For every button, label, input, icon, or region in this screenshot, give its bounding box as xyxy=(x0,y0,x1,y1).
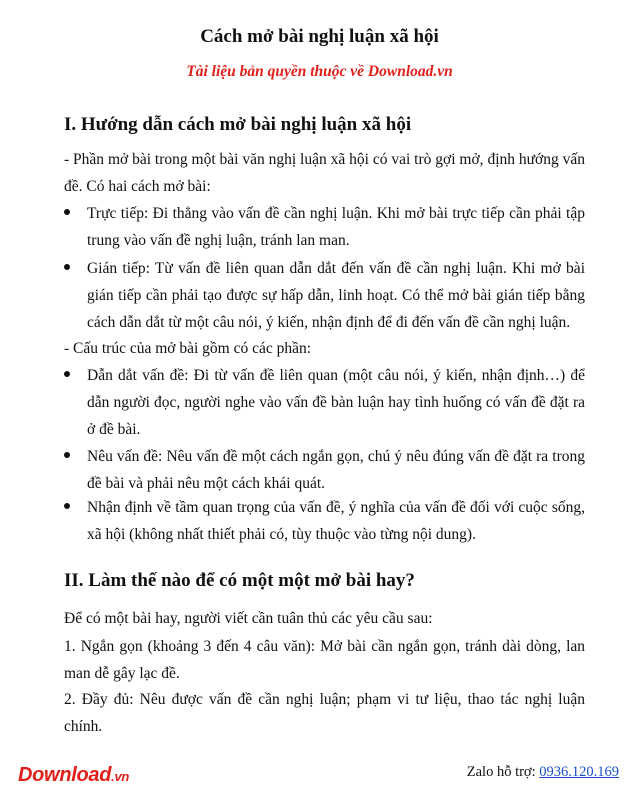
requirement-concise: 1. Ngắn gọn (khoảng 3 đến 4 câu văn): Mở bài cần ngắn gọn, tránh dài dòng, lan man dễ gây lạc đề. xyxy=(64,638,585,682)
structure-lead-in: Dẫn dắt vấn đề: Đi từ vấn đề liên quan (một câu nói, ý kiến, nhận định…) để dẫn người đọc, người nghe vào vấn đề bàn luận hay tình huống có vấn đề đặt ra ở đề bài. xyxy=(87,367,585,438)
requirement-complete: 2. Đầy đủ: Nêu được vấn đề cần nghị luận; phạm vi tư liệu, thao tác nghị luận chính. xyxy=(64,691,585,735)
zalo-phone-link[interactable]: 0936.120.169 xyxy=(539,764,619,780)
bullet-icon xyxy=(64,264,70,270)
bullet-icon xyxy=(64,452,70,458)
bullet-icon xyxy=(64,371,70,377)
bullet-icon xyxy=(64,503,70,509)
zalo-support xyxy=(467,764,619,781)
section-2-heading: II. Làm thế nào để có một một mở bài hay? xyxy=(64,570,415,591)
document-title: Cách mở bài nghị luận xã hội xyxy=(200,26,439,47)
logo-tld: .vn xyxy=(111,769,130,784)
download-logo[interactable] xyxy=(18,764,129,787)
zalo-label: Zalo hỗ trợ: xyxy=(466,764,540,780)
method-direct: Trực tiếp: Đi thẳng vào vấn đề cần nghị luận. Khi mở bài trực tiếp cần phải tập trung vào vấn đề nghị luận, tránh lan man. xyxy=(87,205,585,249)
section-2-intro: Để có một bài hay, người viết cần tuân thủ các yêu cầu sau: xyxy=(64,610,433,627)
structure-significance: Nhận định về tầm quan trọng của vấn đề, ý nghĩa của vấn đề đối với cuộc sống, xã hội (không nhất thiết phải có, tùy thuộc vào từng nội dung). xyxy=(87,499,585,543)
section-1-heading: I. Hướng dẫn cách mở bài nghị luận xã hội xyxy=(64,114,412,135)
structure-state-issue: Nêu vấn đề: Nêu vấn đề một cách ngắn gọn, chú ý nêu đúng vấn đề đặt ra trong đề bài và phải nêu một cách khái quát. xyxy=(87,448,585,492)
structure-intro: - Cấu trúc của mở bài gồm có các phần: xyxy=(64,340,312,357)
logo-main: Download xyxy=(18,764,112,786)
method-indirect: Gián tiếp: Từ vấn đề liên quan dẫn dắt đến vấn đề cần nghị luận. Khi mở bài gián tiếp cần phải tạo được sự hấp dẫn, linh hoạt. Có thể mở bài gián tiếp bằng cách dẫn dắt từ một câu nói, ý kiến, nhận định để đi đến vấn đề cần nghị luận. xyxy=(87,260,585,331)
section-1-intro: - Phần mở bài trong một bài văn nghị luận xã hội có vai trò gợi mở, định hướng vấn đề. Có hai cách mở bài: xyxy=(64,151,585,195)
copyright-notice: Tài liệu bản quyền thuộc về Download.vn xyxy=(186,63,453,80)
bullet-icon xyxy=(64,209,70,215)
